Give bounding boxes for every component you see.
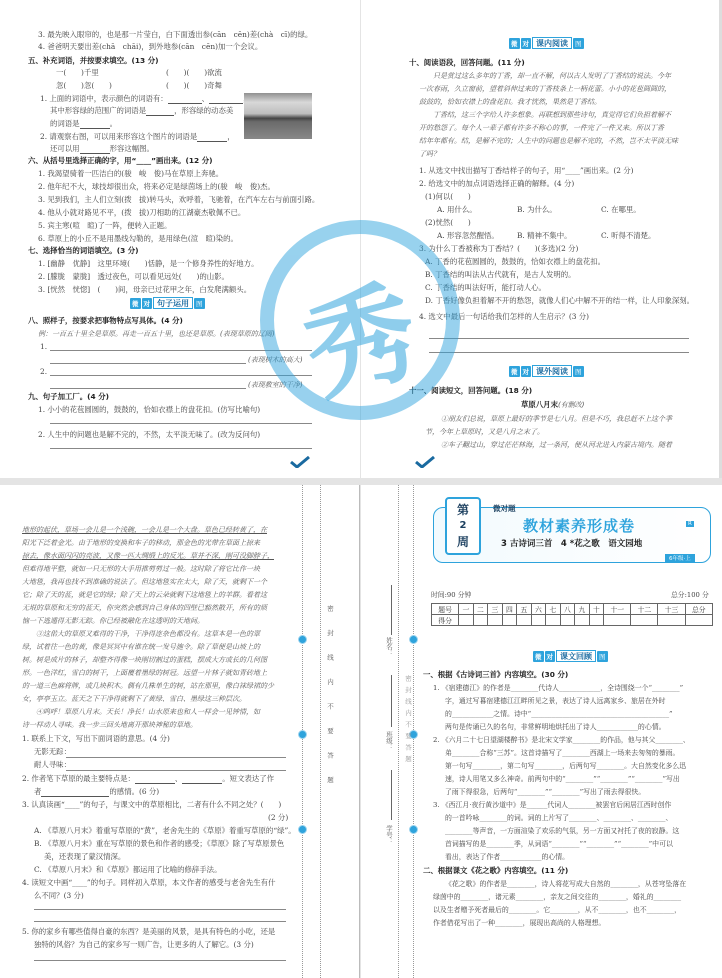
score-cell[interactable] xyxy=(589,615,604,626)
q11-1-a: 无影无踪： xyxy=(34,747,71,756)
passage-line: 丁香结，这三个字给人许多想象。再联想到那些诗句，真觉得它们负担着解不 xyxy=(433,111,671,119)
answer-line[interactable] xyxy=(50,423,312,424)
word-2: ( )( )欲流 xyxy=(166,68,222,77)
answer-line[interactable] xyxy=(50,363,246,364)
fill-line: 的____________之情。诗中“________________________________________” xyxy=(445,710,673,718)
table-cell: 七 xyxy=(546,604,561,615)
passage-line: 地形的起伏，草场一会儿是一个浅碗，一会儿是一个大盘。草色已经转黄了，在 xyxy=(22,526,267,534)
fill-line: 《花之歌》的作者是________，诗人将花写成大自然的________，从苍穹坠落在 xyxy=(445,880,687,888)
table-cell: 总分 xyxy=(685,604,712,615)
banner-tag-mid: 对 xyxy=(546,652,553,661)
section-banner-extracurricular-reading xyxy=(509,364,584,378)
binding-hole xyxy=(298,730,307,739)
fill-line: 首词描写的是________季，从词语“________”“________”“________”中可以 xyxy=(445,840,673,848)
table-row-score xyxy=(432,615,713,626)
answer-line[interactable] xyxy=(50,388,246,389)
table-cell: 一 xyxy=(459,604,474,615)
fill-line: 看出，表达了作者____________的心情。 xyxy=(445,853,570,861)
section-11-title: 十一、阅读短文，回答问题。(18 分) xyxy=(409,386,533,395)
q11-4: 4. 读短文中画“____”的句子。同样初入草原，本文作者的感受与老舍先生有什 xyxy=(22,878,276,887)
q3-option-d: D. 丁香好像负担着解不开的愁怨，就像人们心中解不开的结一样，让人印象深刻。 xyxy=(425,296,695,305)
answer-line[interactable] xyxy=(34,960,286,961)
score-cell[interactable] xyxy=(473,615,488,626)
answer-line[interactable] xyxy=(50,448,312,449)
s9-q1: 1. 小小的花苞圆圆的，鼓鼓的，恰如衣襟上的盘花扣。(仿写比喻句) xyxy=(38,405,261,414)
banner-tag-right: 图 xyxy=(575,367,582,376)
section-banner-sentence xyxy=(130,296,205,310)
page-2 xyxy=(361,0,722,478)
section-banner-text-review xyxy=(533,649,608,663)
article-para: ①朋友们总说，草原上最好的季节是七八月。但是不巧，我总赶不上这个季 xyxy=(441,415,672,423)
s8-hint-1: (表现树木的高大) xyxy=(248,356,303,364)
table-cell: 十一 xyxy=(604,604,631,615)
checkmark-icon xyxy=(290,456,310,468)
banner-tag-left: 微 xyxy=(132,299,139,308)
table-cell: 九 xyxy=(575,604,590,615)
q3-option-a: A. 丁香的花苞圆圆的，鼓鼓的，恰如衣襟上的盘花扣。 xyxy=(425,257,606,266)
fill-line: 以及生者赠予死者最后的________。它________，从不________，也不________， xyxy=(433,906,682,914)
passage-line: 大地毯，我再也找不到准确的说法了。但这地毯实在太大，除了天，就剩下一个 xyxy=(22,578,267,586)
q11-2: 2. 作者笔下草原的最主要特点是： 、 。短文表达了作 xyxy=(22,774,275,783)
q11-3: 3. 认真读画“____”的句子，与课文中的草原相比，二者有什么不同之处？( ) xyxy=(22,800,282,809)
student-id-field-line[interactable] xyxy=(391,770,392,820)
section-9-title: 九、句子加工厂。(4 分) xyxy=(28,392,109,401)
q5-2b: 还可以用 形容这幅图。 xyxy=(50,144,154,153)
passage-line: 一次春雨，久立窗前，望着斜伸过来的丁香枝条上一柄花蕾。小小的花苞圆圆的， xyxy=(419,85,671,93)
binding-dotted-line xyxy=(320,485,321,978)
answer-line[interactable] xyxy=(66,770,286,771)
s6-item-1: 1. 我渴望骑着一匹洁白的(骏 峻 俊)马在草原上奔驰。 xyxy=(38,169,224,178)
fill-line: 3. 《西江月·夜行黄沙道中》是______代词人________被罢官后闲居江西时创作 xyxy=(433,801,672,809)
q11-2-cont: 者 的感情。(6 分) xyxy=(34,787,160,796)
option-c: C. 在哪里。 xyxy=(601,205,641,214)
s8-hint-2: (表现教室的干净) xyxy=(248,381,303,389)
table-cell: 八 xyxy=(560,604,575,615)
banner-tag-left: 微 xyxy=(511,367,518,376)
fill-line: 速，诗人用笔又多么神奇。前两句中的“________”“________”“________”写出 xyxy=(445,775,680,783)
score-cell[interactable] xyxy=(560,615,575,626)
line-q3: 3. 最先映入眼帘的，也是那一片莹白，白下面透出参(cān cēn)差(chà cī)的绿。 xyxy=(38,30,313,39)
answer-line[interactable] xyxy=(34,909,286,910)
binding-hole xyxy=(409,635,418,644)
score-cell[interactable] xyxy=(517,615,532,626)
s7-item-2: 2. [朦胧 蒙胧] 透过夜色，可以看见远处( )的山影。 xyxy=(38,272,229,281)
banner-title: 课内阅读 xyxy=(532,37,572,49)
q5-1a: 1. 上面的词语中，表示颜色的词语有： 、 xyxy=(40,94,250,104)
class-label: 班级： xyxy=(385,731,393,751)
section-5-title: 五、补充词语，并按要求填空。(13 分) xyxy=(28,56,159,65)
section-7-title: 七、选择恰当的词语填空。(3 分) xyxy=(28,246,139,255)
fill-line: ________等声音，一方面渲染了欢乐的气氛，另一方面又衬托了夜的寂静。这 xyxy=(445,827,680,835)
q10-2-2: (2)恍然( ) xyxy=(425,218,471,227)
table-cell: 三 xyxy=(488,604,503,615)
score-cell[interactable] xyxy=(575,615,590,626)
banner-tag-mid: 对 xyxy=(143,299,150,308)
q10-4: 4. 选文中最后一句话给我们怎样的人生启示？(3 分) xyxy=(419,312,590,321)
answer-line[interactable] xyxy=(66,757,286,758)
s7-item-3: 3. [恍然 恍惚] ( )间，母亲已过花甲之年，白发爬满额头。 xyxy=(38,285,252,294)
name-field-line[interactable] xyxy=(391,585,392,635)
q5-1c: 的词语是 。 xyxy=(50,119,117,128)
passage-line: ④呜呼！草原八月末。天长！净长！山水原来也和人一样会一见钟情，如 xyxy=(36,708,260,716)
q11-5: 5. 你的家乡有哪些值得自豪的东西？是美丽的风景，是具有特色的小吃，还是 xyxy=(22,927,276,936)
binding-dotted-line xyxy=(398,485,399,978)
option-b: B. 为什么。 xyxy=(517,205,557,214)
passage-line: 女，亭亭玉立。蓝天之下干净得就剩下了黄绿、雪白、墨绿这三种层次。 xyxy=(22,695,246,703)
exam-total-score: 总分:100 分 xyxy=(671,591,709,599)
name-label: 姓名： xyxy=(385,637,393,657)
answer-line[interactable] xyxy=(429,338,689,339)
section-6-title: 六、从括号里选择正确的字，用“____”画出来。(12 分) xyxy=(28,156,213,165)
passage-line: ③这偌大的草原又难得的干净，干净得连杂色都没有。这草本是一色的翠 xyxy=(36,630,260,638)
passage-line: 的一道三色麻将牌，或几块积木。偶有几株单生的树，站在那里，像白袜绿裙的少 xyxy=(22,682,274,690)
passage-line: 但难得地平整，就如一只无形的大手用推剪剪过一般。这时除了将它比作一块 xyxy=(22,565,260,573)
passage-line: 无垠的草原和无穷的蓝天，你突然会感到自己身体的四壁已豁然散开，所有的烦 xyxy=(22,604,267,612)
seal-line-notice: 密封线内不要答题 xyxy=(326,605,334,801)
q11-5-cont: 独特的风俗？为自己的家乡写一则广告，让更多的人了解它。(3 分) xyxy=(34,940,254,949)
q10-2-1: (1)何以( ) xyxy=(425,192,471,201)
s9-q2: 2. 人生中的问题也是解不完的，不然，太平淡无味了。(改为反问句) xyxy=(38,430,261,439)
fill-line: 2. 《六月二十七日望湖楼醉书》是北宋文学家________的作品，他与其父________、 xyxy=(433,736,690,744)
binding-hole xyxy=(409,825,418,834)
score-cell[interactable] xyxy=(604,615,631,626)
fill-line: 两句是传诵已久的名句，非常鲜明地烘托出了诗人____________的心情。 xyxy=(445,723,666,731)
option-a: A. 形容忽然醒悟。 xyxy=(437,231,499,240)
article-para: 节，今年上草原时，又是八月之末了。 xyxy=(425,428,544,436)
student-id-label: 学号： xyxy=(385,825,393,845)
q3-option-c: C. 《草原八月末》和《草原》都运用了比喻的修辞手法。 xyxy=(34,865,222,874)
banner-tag-left: 微 xyxy=(511,39,518,48)
score-cell[interactable] xyxy=(631,615,658,626)
score-cell[interactable] xyxy=(658,615,685,626)
q11-4-cont: 么不同？(3 分) xyxy=(34,891,84,900)
article-para: ②车子翻过山，穿过茫茫林海，过一条河，便从河北进入内蒙古境内。随着 xyxy=(441,441,672,449)
page-edge xyxy=(359,485,360,978)
word-3: 忽( )忽( ) xyxy=(56,81,112,90)
table-cell: 四 xyxy=(502,604,517,615)
fill-line: 了雨下得很急，后两句“________”“________”写出了雨去得很快。 xyxy=(445,788,646,796)
passage-line: 开的愁怨了。每个人一辈子都有许多不称心的事，一件完了一件又来。所以丁香 xyxy=(419,124,664,132)
s6-item-6: 6. 草原上的小丘不是用墨线勾勒的，是用绿色(渲 暄)染的。 xyxy=(38,234,238,243)
binding-hole xyxy=(298,825,307,834)
section-8-title: 八、照样子，按要求把事物特点写具体。(4 分) xyxy=(28,316,183,325)
banner-tag-mid: 对 xyxy=(522,367,529,376)
answer-line[interactable] xyxy=(50,375,312,376)
grassland-horses-photo xyxy=(244,93,312,139)
q10-3: 3. 为什么丁香被称为丁香结？( )(多选)(2 分) xyxy=(419,244,579,253)
q3-option-b-cont: 美，还表现了蒙汉情深。 xyxy=(44,852,126,861)
s8-num-1: 1. xyxy=(40,342,48,351)
table-cell: 十三 xyxy=(658,604,685,615)
q3-option-c: C. 丁香结的叫法好听，能打动人心。 xyxy=(425,283,546,292)
passage-line: 树。树是成片的林子，却整齐得像一块刚切割过的蛋糕，摆成大方或长的几何图 xyxy=(22,656,267,664)
table-cell: 五 xyxy=(517,604,532,615)
score-cell[interactable] xyxy=(459,615,474,626)
answer-line[interactable] xyxy=(50,350,312,351)
passage-line: 只是赏过这么多年的丁香，却一直不解，何以古人发明了丁香结的说法。今年 xyxy=(433,72,671,80)
grade-badge: 6年级·上 xyxy=(665,554,695,562)
fill-line: 绿茵中的________，诸元素________，亲友之间交往的________，婚礼的________ xyxy=(433,893,682,901)
q3-option-a: A. 《草原八月末》着重写草原的“黄”，老舍先生的《草原》着重写草原的“绿”。 xyxy=(34,826,296,835)
word-1: 一( )千里 xyxy=(56,68,99,77)
option-b: B. 精神不集中。 xyxy=(517,231,572,240)
table-cell: 得分 xyxy=(432,615,459,626)
score-table xyxy=(431,603,713,626)
page-4 xyxy=(361,485,722,978)
passage-line: 了吗？ xyxy=(419,150,440,158)
q11-1: 1. 联系上下文，写出下面词语的意思。(4 分) xyxy=(22,734,170,743)
s6-item-2: 2. 他年纪不大，球技却很出众，将来必定是绿茵场上的(骏 峻 俊)杰。 xyxy=(38,182,275,191)
fill-line: 弟________合称“三苏”。这首诗描写了________西湖上一场来去匆匆的暴雨。 xyxy=(445,749,680,757)
exam-subtitle: 3 古诗词三首 4 *花之歌 语文园地 xyxy=(501,539,643,549)
banner-tag-right: 图 xyxy=(196,299,203,308)
q5-2a: 2. 请观察右图，可以用来形容这个图片的词语是 ， xyxy=(40,132,235,141)
banner-tag-mid: 对 xyxy=(522,39,529,48)
q11-3-score: (2 分) xyxy=(268,813,289,822)
answer-line[interactable] xyxy=(34,921,286,922)
section-10-title: 十、阅读语段，回答问题。(11 分) xyxy=(409,58,525,67)
week-badge: 第 2 周 xyxy=(445,497,481,555)
answer-line[interactable] xyxy=(429,352,689,353)
q3-option-b: B. 《草原八月末》重在写草原的景色和作者的感受；《草原》除了写草原景色 xyxy=(34,839,285,848)
class-field-line[interactable] xyxy=(391,675,392,727)
banner-tag-right: 图 xyxy=(575,39,582,48)
table-cell: 题号 xyxy=(432,604,459,615)
s6-item-4: 4. 他从小就对路见不平，(拨 拔)刀相助的江湖豪杰敬佩不已。 xyxy=(38,208,246,217)
passage-line: 结年年都有。结，是解不完的；人生中的问题也是解不完的，不然，岂不太平淡无味 xyxy=(419,137,678,145)
banner-title: 课外阅读 xyxy=(532,365,572,377)
fill-line: 作者借花写出了一种________，展现出高尚的人格理想。 xyxy=(433,919,606,927)
word-4: ( )( )奇舞 xyxy=(166,81,222,90)
checkmark-icon xyxy=(415,456,435,468)
banner-title: 课文回顾 xyxy=(556,650,596,662)
edition-badge: R xyxy=(688,521,692,527)
passage-line: 掠去，像水面闪闪的亮波，又像一匹大绸缎上的反光。草并不深，刚可没脚脖子， xyxy=(22,552,274,560)
option-c: C. 听得不清楚。 xyxy=(601,231,656,240)
s8-num-2: 2. xyxy=(40,367,48,376)
banner-tag-right: 图 xyxy=(599,652,606,661)
binding-hole xyxy=(298,635,307,644)
fill-line: 1. 《宿建德江》的作者是________代诗人____________，全诗围绕一个“________” xyxy=(433,684,684,692)
score-cell[interactable] xyxy=(488,615,503,626)
s8-example: 例：一百五十里全是草原。再走一百五十里，也还是草原。(表现草原的辽阔) xyxy=(38,330,275,338)
fill-line: 的一首吟咏________的词。词的上片写了________、________、________、 xyxy=(445,814,673,822)
section-1-title: 一、根据《古诗词三首》内容填空。(30 分) xyxy=(423,670,569,679)
banner-title: 句子运用 xyxy=(153,297,193,309)
passage-line: 鼓鼓的，恰如衣襟上的盘花扣。我才恍然，果然是丁香结。 xyxy=(419,98,601,106)
q10-2: 2. 给选文中的加点词语选择正确的解释。(4 分) xyxy=(419,179,575,188)
table-cell: 六 xyxy=(531,604,546,615)
exam-title: 教材素养形成卷 xyxy=(523,517,636,535)
s6-item-3: 3. 见到我们，主人们立刻(拨 拔)转马头，欢呼着，飞驰着，在汽车左右与前面引路。 xyxy=(38,195,320,204)
watermark-logo: 秀 xyxy=(260,220,460,420)
fill-line: 字，通过写暮宿建德江江畔所见之景，表达了诗人远离家乡、旅居在外时 xyxy=(445,697,666,705)
table-cell: 二 xyxy=(473,604,488,615)
option-a: A. 用什么。 xyxy=(437,205,477,214)
s7-item-1: 1. [幽静 优静] 这里环境( )恬静，是一个修身养性的好地方。 xyxy=(38,259,259,268)
page-3 xyxy=(0,485,360,978)
score-cell[interactable] xyxy=(531,615,546,626)
table-cell: 十 xyxy=(589,604,604,615)
score-cell[interactable] xyxy=(546,615,561,626)
passage-line: 绿，试着往一色的黄，像是冥冥中有谁在统一发号施令。除了草便是山坡上的 xyxy=(22,643,260,651)
exam-time: 时间:90 分钟 xyxy=(431,591,472,599)
seal-line-notice: 密封线内不要答题 xyxy=(404,675,412,767)
line-q4: 4. 爸爸明天要出差(chā chāi)，到外地参(cān cēn)加一个会议。 xyxy=(38,42,263,51)
fill-line: 第一句写________，第二句写________，后两句写________。大自然变化多么迅 xyxy=(445,762,687,770)
table-cell: 十二 xyxy=(631,604,658,615)
q5-1b: 其中形容绿的范围广的词语是 ，形容绿的动态美 xyxy=(50,106,234,115)
passage-line: 形。一色洋红，雪白的树干，上面覆着墨绿的树冠。远望一片林子就如青砖地上 xyxy=(22,669,267,677)
passage-line: 它；除了天的蓝，就是它的绿；除了天上的云朵就剩下这地毯上的羊群。看着这 xyxy=(22,591,267,599)
passage-line: 恼一下逃遁得无影无踪。你已经被融化在这透明的天地间。 xyxy=(22,617,204,625)
section-banner-in-class-reading xyxy=(509,36,584,50)
q10-1: 1. 从选文中找出描写丁香结样子的句子，用“____”画出来。(2 分) xyxy=(419,166,634,175)
s6-item-5: 5. 宾主寒(喧 暄)了一阵，便转入正题。 xyxy=(38,221,172,230)
banner-tag-left: 微 xyxy=(535,652,542,661)
brand-logo: 微对题 xyxy=(493,504,516,513)
passage-line: 诗一样动人寻味。我一步三回头地离开那块神秘的草地。 xyxy=(22,721,197,729)
score-cell[interactable] xyxy=(502,615,517,626)
article-title: 草原八月末(有删改) xyxy=(521,400,585,409)
table-row-header xyxy=(432,604,713,615)
page-1 xyxy=(0,0,360,478)
section-2-title: 二、根据课文《花之歌》内容填空。(11 分) xyxy=(423,866,569,875)
passage-line: 阳光下泛着金光。由于地形的变换和车子的移动，那金色的光带在草面上掠来 xyxy=(22,539,260,547)
q3-option-b: B. 丁香结的叫法从古代就有，是古人发明的。 xyxy=(425,270,576,279)
score-cell[interactable] xyxy=(685,615,712,626)
q11-1-b: 耐人寻味： xyxy=(34,760,71,769)
